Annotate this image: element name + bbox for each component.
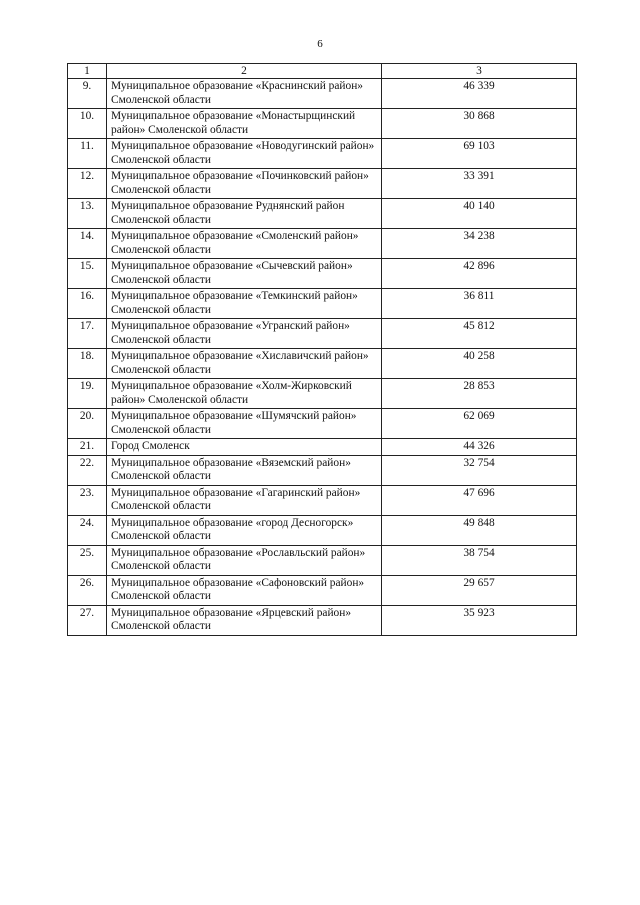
table-row [68, 605, 577, 635]
municipality-name-cell: Муниципальное образование «Шумячский район» Смоленской области [107, 409, 382, 439]
municipality-name-cell: Муниципальное образование «Сычевский район» Смоленской области [107, 259, 382, 289]
amount-cell: 45 812 [382, 319, 577, 349]
amount-cell: 40 258 [382, 349, 577, 379]
municipality-name-cell: Муниципальное образование «Угранский район» Смоленской области [107, 319, 382, 349]
municipality-name-cell: Муниципальное образование «город Десногорск» Смоленской области [107, 515, 382, 545]
row-number-cell: 14. [68, 229, 107, 259]
row-number-cell: 27. [68, 605, 107, 635]
row-number-cell: 16. [68, 289, 107, 319]
table-row [68, 319, 577, 349]
table-row [68, 229, 577, 259]
table-row [68, 439, 577, 456]
amount-cell: 29 657 [382, 575, 577, 605]
row-number-cell: 9. [68, 79, 107, 109]
table-row [68, 545, 577, 575]
municipality-name-cell: Муниципальное образование «Монастырщинский район» Смоленской области [107, 109, 382, 139]
amount-cell: 69 103 [382, 139, 577, 169]
municipality-name-cell: Муниципальное образование «Смоленский район» Смоленской области [107, 229, 382, 259]
municipality-name-cell: Муниципальное образование «Хиславичский район» Смоленской области [107, 349, 382, 379]
amount-cell: 33 391 [382, 169, 577, 199]
municipality-name-cell: Муниципальное образование «Вяземский район» Смоленской области [107, 455, 382, 485]
table-row [68, 259, 577, 289]
column-header-number: 1 [68, 64, 107, 79]
amount-cell: 36 811 [382, 289, 577, 319]
row-number-cell: 20. [68, 409, 107, 439]
row-number-cell: 11. [68, 139, 107, 169]
row-number-cell: 17. [68, 319, 107, 349]
row-number-cell: 25. [68, 545, 107, 575]
table-row [68, 575, 577, 605]
amount-cell: 44 326 [382, 439, 577, 456]
table-header [68, 64, 577, 79]
table-row [68, 515, 577, 545]
table-row [68, 289, 577, 319]
amount-cell: 46 339 [382, 79, 577, 109]
table-row [68, 79, 577, 109]
row-number-cell: 15. [68, 259, 107, 289]
header-row [68, 64, 577, 79]
table-row [68, 379, 577, 409]
amount-cell: 35 923 [382, 605, 577, 635]
column-header-name: 2 [107, 64, 382, 79]
municipality-name-cell: Муниципальное образование «Рославльский район» Смоленской области [107, 545, 382, 575]
row-number-cell: 12. [68, 169, 107, 199]
municipality-name-cell: Муниципальное образование Руднянский район Смоленской области [107, 199, 382, 229]
municipality-name-cell: Муниципальное образование «Новодугинский район» Смоленской области [107, 139, 382, 169]
amount-cell: 28 853 [382, 379, 577, 409]
municipality-name-cell: Муниципальное образование «Починковский район» Смоленской области [107, 169, 382, 199]
row-number-cell: 23. [68, 485, 107, 515]
municipality-name-cell: Муниципальное образование «Сафоновский район» Смоленской области [107, 575, 382, 605]
row-number-cell: 24. [68, 515, 107, 545]
table-row [68, 485, 577, 515]
amount-cell: 62 069 [382, 409, 577, 439]
table-row [68, 409, 577, 439]
row-number-cell: 19. [68, 379, 107, 409]
municipality-name-cell: Город Смоленск [107, 439, 382, 456]
allocation-table [67, 63, 577, 636]
amount-cell: 34 238 [382, 229, 577, 259]
table-row [68, 455, 577, 485]
row-number-cell: 18. [68, 349, 107, 379]
municipality-name-cell: Муниципальное образование «Холм-Жирковский район» Смоленской области [107, 379, 382, 409]
column-header-value: 3 [382, 64, 577, 79]
municipality-name-cell: Муниципальное образование «Ярцевский район» Смоленской области [107, 605, 382, 635]
table-row [68, 199, 577, 229]
table-row [68, 109, 577, 139]
row-number-cell: 26. [68, 575, 107, 605]
row-number-cell: 22. [68, 455, 107, 485]
table-row [68, 349, 577, 379]
row-number-cell: 10. [68, 109, 107, 139]
municipality-name-cell: Муниципальное образование «Гагаринский район» Смоленской области [107, 485, 382, 515]
table-row [68, 139, 577, 169]
amount-cell: 42 896 [382, 259, 577, 289]
amount-cell: 49 848 [382, 515, 577, 545]
amount-cell: 38 754 [382, 545, 577, 575]
amount-cell: 30 868 [382, 109, 577, 139]
row-number-cell: 13. [68, 199, 107, 229]
municipality-name-cell: Муниципальное образование «Темкинский район» Смоленской области [107, 289, 382, 319]
amount-cell: 40 140 [382, 199, 577, 229]
row-number-cell: 21. [68, 439, 107, 456]
page-number: 6 [317, 38, 323, 50]
amount-cell: 47 696 [382, 485, 577, 515]
municipality-name-cell: Муниципальное образование «Краснинский район» Смоленской области [107, 79, 382, 109]
table-row [68, 169, 577, 199]
amount-cell: 32 754 [382, 455, 577, 485]
table-body [68, 79, 577, 636]
